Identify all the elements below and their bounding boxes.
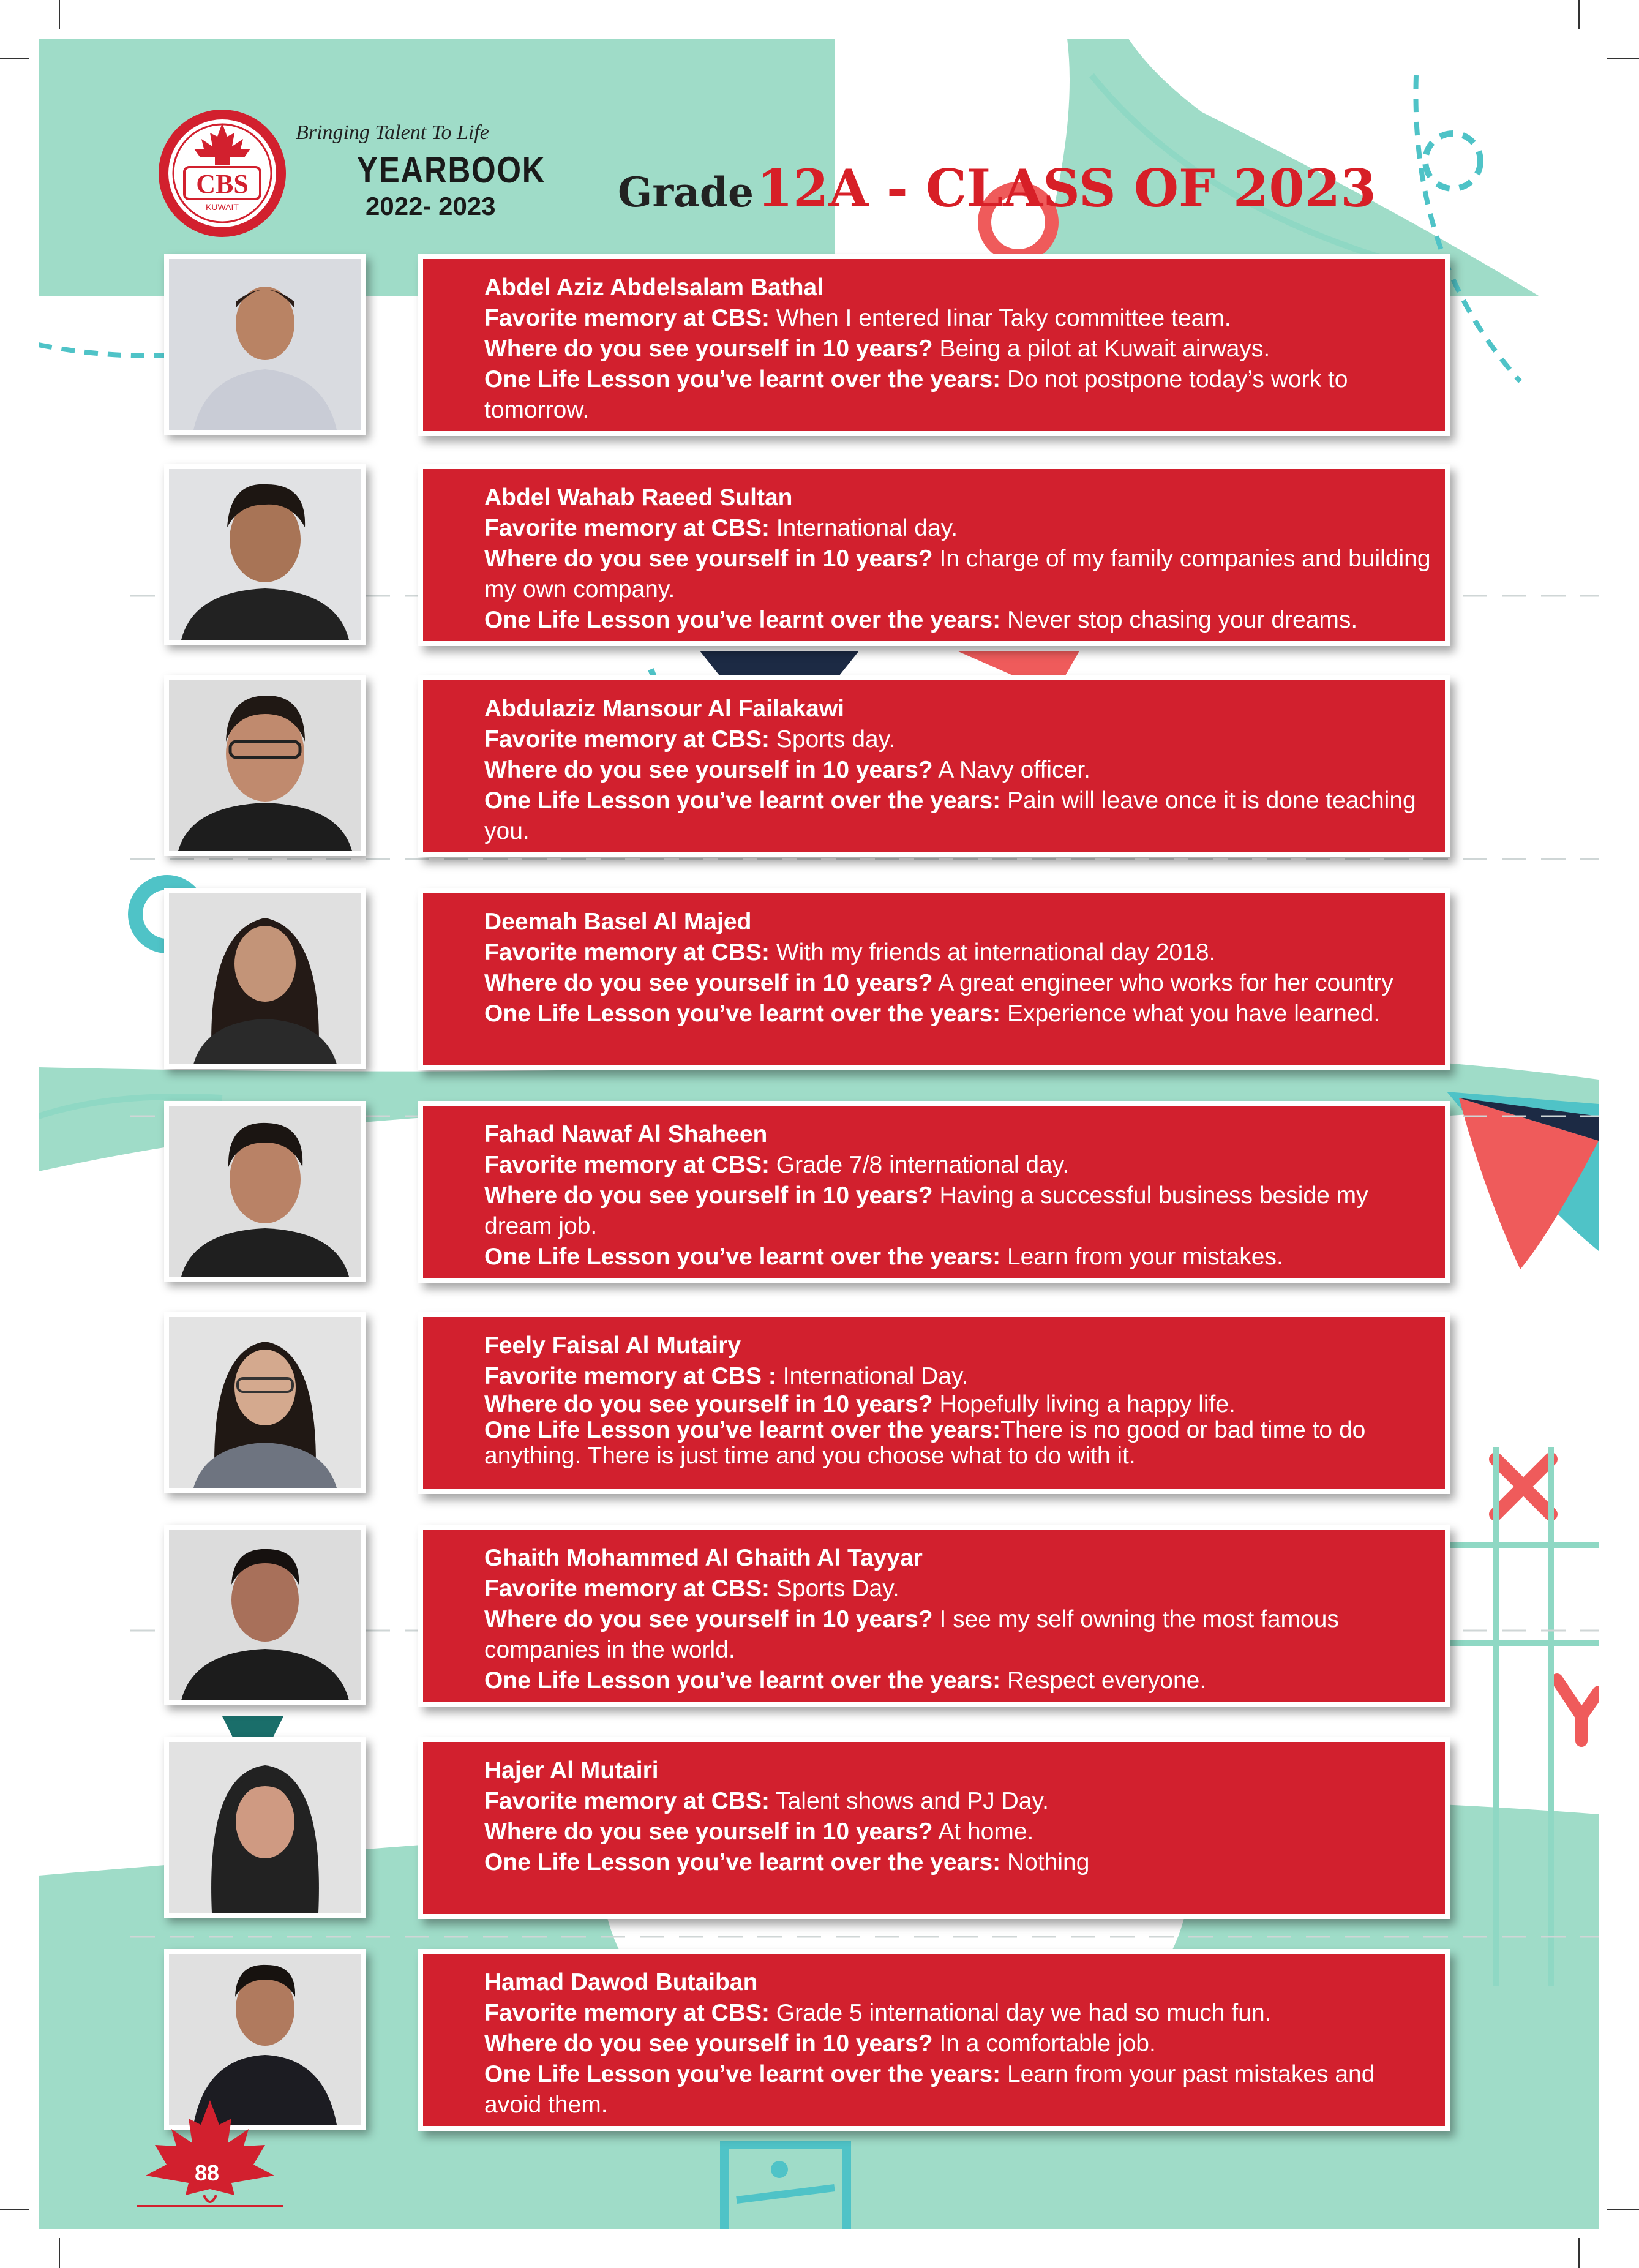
page-number: 88	[195, 2160, 220, 2185]
future-label: Where do you see yourself in 10 years?	[484, 1606, 933, 1632]
memory-line	[484, 937, 1433, 968]
future-line	[484, 334, 1433, 364]
student-name: Fahad Nawaf Al Shaheen	[484, 1121, 768, 1147]
lesson-line	[484, 605, 1433, 636]
lesson-answer: Learn from your mistakes.	[1000, 1244, 1283, 1270]
future-label: Where do you see yourself in 10 years?	[484, 1182, 933, 1209]
future-label: Where do you see yourself in 10 years?	[484, 1391, 933, 1418]
future-label: Where do you see yourself in 10 years?	[484, 336, 933, 362]
memory-line	[484, 1574, 1433, 1604]
crop-mark	[0, 2209, 29, 2210]
student-entry	[164, 675, 1493, 859]
future-line	[484, 1604, 1433, 1665]
student-entry	[164, 1949, 1493, 2133]
lesson-line	[484, 364, 1433, 426]
student-photo	[164, 1101, 366, 1282]
lesson-answer: Nothing	[1000, 1849, 1090, 1876]
student-photo	[164, 675, 366, 856]
memory-answer: International Day.	[776, 1363, 969, 1389]
student-name: Hamad Dawod Butaiban	[484, 1969, 758, 1996]
memory-line	[484, 513, 1433, 544]
future-answer: Being a pilot at Kuwait airways.	[932, 336, 1270, 362]
memory-answer: Sports day.	[769, 726, 896, 753]
memory-line	[484, 1361, 1433, 1392]
memory-label: Favorite memory at CBS:	[484, 1788, 770, 1814]
memory-label: Favorite memory at CBS:	[484, 515, 770, 541]
future-answer: In charge of my family companies and building my own company.	[484, 546, 1431, 603]
lesson-line	[484, 999, 1433, 1029]
student-entry	[164, 464, 1493, 648]
memory-label: Favorite memory at CBS:	[484, 1575, 770, 1602]
student-entry	[164, 1101, 1493, 1285]
student-card	[418, 1525, 1450, 1707]
page-title	[618, 158, 1376, 219]
portrait-placeholder-icon	[169, 259, 361, 430]
student-photo	[164, 888, 366, 1069]
portrait-placeholder-icon	[169, 1106, 361, 1277]
memory-answer: Grade 5 international day we had so much fun.	[769, 2000, 1272, 2026]
portrait-placeholder-icon	[169, 1742, 361, 1913]
future-label: Where do you see yourself in 10 years?	[484, 757, 933, 783]
memory-label: Favorite memory at CBS:	[484, 726, 770, 753]
memory-answer: Talent shows and PJ Day.	[769, 1788, 1049, 1814]
lesson-answer: Respect everyone.	[1000, 1667, 1207, 1694]
class-label: 12A - CLASS OF 2023	[757, 158, 1376, 219]
future-line	[484, 1392, 1433, 1418]
crop-mark	[1578, 2238, 1580, 2268]
memory-label: Favorite memory at CBS :	[484, 1363, 776, 1389]
lesson-answer: Pain will leave once it is done teaching you.	[484, 787, 1416, 844]
student-card	[418, 1949, 1450, 2131]
student-card	[418, 1101, 1450, 1283]
portrait-placeholder-icon	[169, 893, 361, 1064]
future-answer: At home.	[932, 1819, 1034, 1845]
student-photo	[164, 1312, 366, 1493]
cbs-logo	[155, 106, 290, 241]
future-answer: I see my self owning the most famous companies in the world.	[484, 1606, 1339, 1663]
student-card	[418, 1312, 1450, 1494]
student-entry	[164, 254, 1493, 438]
memory-line	[484, 1786, 1433, 1817]
tagline: Bringing Talent To Life	[296, 121, 489, 144]
future-line	[484, 755, 1433, 786]
grade-label: Grade	[618, 168, 754, 216]
student-name: Feely Faisal Al Mutairy	[484, 1332, 741, 1359]
crop-mark	[1607, 2209, 1639, 2210]
future-label: Where do you see yourself in 10 years?	[484, 1819, 933, 1845]
lesson-line	[484, 1847, 1433, 1878]
student-entry	[164, 888, 1493, 1072]
future-answer: In a comfortable job.	[932, 2030, 1156, 2057]
memory-line	[484, 1998, 1433, 2029]
lesson-label: One Life Lesson you’ve learnt over the years:	[484, 2061, 1001, 2087]
student-photo	[164, 1525, 366, 1705]
yearbook-years: 2022- 2023	[366, 192, 496, 220]
future-line	[484, 1817, 1433, 1847]
future-answer: A great engineer who works for her country	[932, 970, 1393, 996]
future-label: Where do you see yourself in 10 years?	[484, 546, 933, 572]
memory-label: Favorite memory at CBS:	[484, 1152, 770, 1178]
lesson-line	[484, 1242, 1433, 1272]
student-name: Abdel Aziz Abdelsalam Bathal	[484, 274, 824, 301]
future-line	[484, 1181, 1433, 1242]
student-card	[418, 675, 1450, 857]
memory-answer: Sports Day.	[769, 1575, 899, 1602]
student-entry	[164, 1737, 1493, 1921]
memory-answer: International day.	[769, 515, 958, 541]
lesson-label: One Life Lesson you’ve learnt over the years:	[484, 1667, 1001, 1694]
lesson-answer: Experience what you have learned.	[1000, 1001, 1381, 1027]
student-card	[418, 888, 1450, 1070]
student-photo	[164, 1737, 366, 1918]
lesson-answer: Do not postpone today’s work to tomorrow.	[484, 366, 1348, 423]
lesson-label: One Life Lesson you’ve learnt over the years:	[484, 1849, 1001, 1876]
student-entry	[164, 1525, 1493, 1708]
portrait-placeholder-icon	[169, 469, 361, 640]
crop-mark	[59, 0, 60, 29]
future-answer: Hopefully living a happy life.	[932, 1391, 1236, 1418]
memory-label: Favorite memory at CBS:	[484, 2000, 770, 2026]
student-name: Abdel Wahab Raeed Sultan	[484, 484, 793, 511]
lesson-label: One Life Lesson you’ve learnt over the years:	[484, 1001, 1001, 1027]
lesson-answer: Learn from your past mistakes and avoid them.	[484, 2061, 1375, 2118]
student-card	[418, 1737, 1450, 1919]
student-card	[418, 464, 1450, 646]
memory-answer: Grade 7/8 international day.	[769, 1152, 1070, 1178]
future-label: Where do you see yourself in 10 years?	[484, 2030, 933, 2057]
lesson-label: One Life Lesson you’ve learnt over the years:	[484, 607, 1001, 633]
future-line	[484, 968, 1433, 999]
lesson-line	[484, 786, 1433, 847]
student-name: Abdulaziz Mansour Al Failakawi	[484, 696, 844, 722]
memory-label: Favorite memory at CBS:	[484, 305, 770, 331]
lesson-line	[484, 1665, 1433, 1696]
portrait-placeholder-icon	[169, 680, 361, 851]
future-label: Where do you see yourself in 10 years?	[484, 970, 933, 996]
yearbook-title: YEARBOOK	[357, 149, 546, 190]
memory-line	[484, 724, 1433, 755]
crop-mark	[1578, 0, 1580, 29]
future-line	[484, 2029, 1433, 2059]
page-header	[39, 39, 1599, 247]
lesson-label: One Life Lesson you’ve learnt over the years:	[484, 1417, 1001, 1443]
crop-mark	[0, 58, 29, 59]
student-name: Deemah Basel Al Majed	[484, 909, 752, 935]
student-card	[418, 254, 1450, 436]
memory-answer: With my friends at international day 2018.	[769, 939, 1216, 966]
lesson-answer: Never stop chasing your dreams.	[1000, 607, 1358, 633]
lesson-label: One Life Lesson you’ve learnt over the years:	[484, 787, 1001, 814]
student-name: Hajer Al Mutairi	[484, 1757, 659, 1784]
memory-answer: When I entered Iinar Taky committee team.	[769, 305, 1231, 331]
yearbook-page	[39, 39, 1599, 2229]
maple-leaf-icon	[133, 2097, 287, 2214]
crop-mark	[1607, 58, 1639, 59]
memory-line	[484, 303, 1433, 334]
student-name: Ghaith Mohammed Al Ghaith Al Tayyar	[484, 1545, 923, 1571]
crop-mark	[59, 2238, 60, 2268]
future-answer: A Navy officer.	[932, 757, 1090, 783]
student-photo	[164, 254, 366, 435]
logo-subtext: KUWAIT	[206, 202, 239, 212]
lesson-label: One Life Lesson you’ve learnt over the years:	[484, 1244, 1001, 1270]
lesson-line	[484, 2059, 1433, 2120]
memory-label: Favorite memory at CBS:	[484, 939, 770, 966]
portrait-placeholder-icon	[169, 1530, 361, 1700]
lesson-label: One Life Lesson you’ve learnt over the years:	[484, 366, 1001, 392]
memory-line	[484, 1150, 1433, 1181]
student-photo	[164, 464, 366, 645]
lesson-line	[484, 1418, 1433, 1469]
logo-text: CBS	[196, 169, 249, 199]
portrait-placeholder-icon	[169, 1317, 361, 1488]
future-line	[484, 544, 1433, 605]
lesson-answer: There is no good or bad time to do anything. There is just time and you choose what to do with it.	[484, 1417, 1366, 1469]
future-answer: Having a successful business beside my dream job.	[484, 1182, 1368, 1239]
student-entry	[164, 1312, 1493, 1496]
